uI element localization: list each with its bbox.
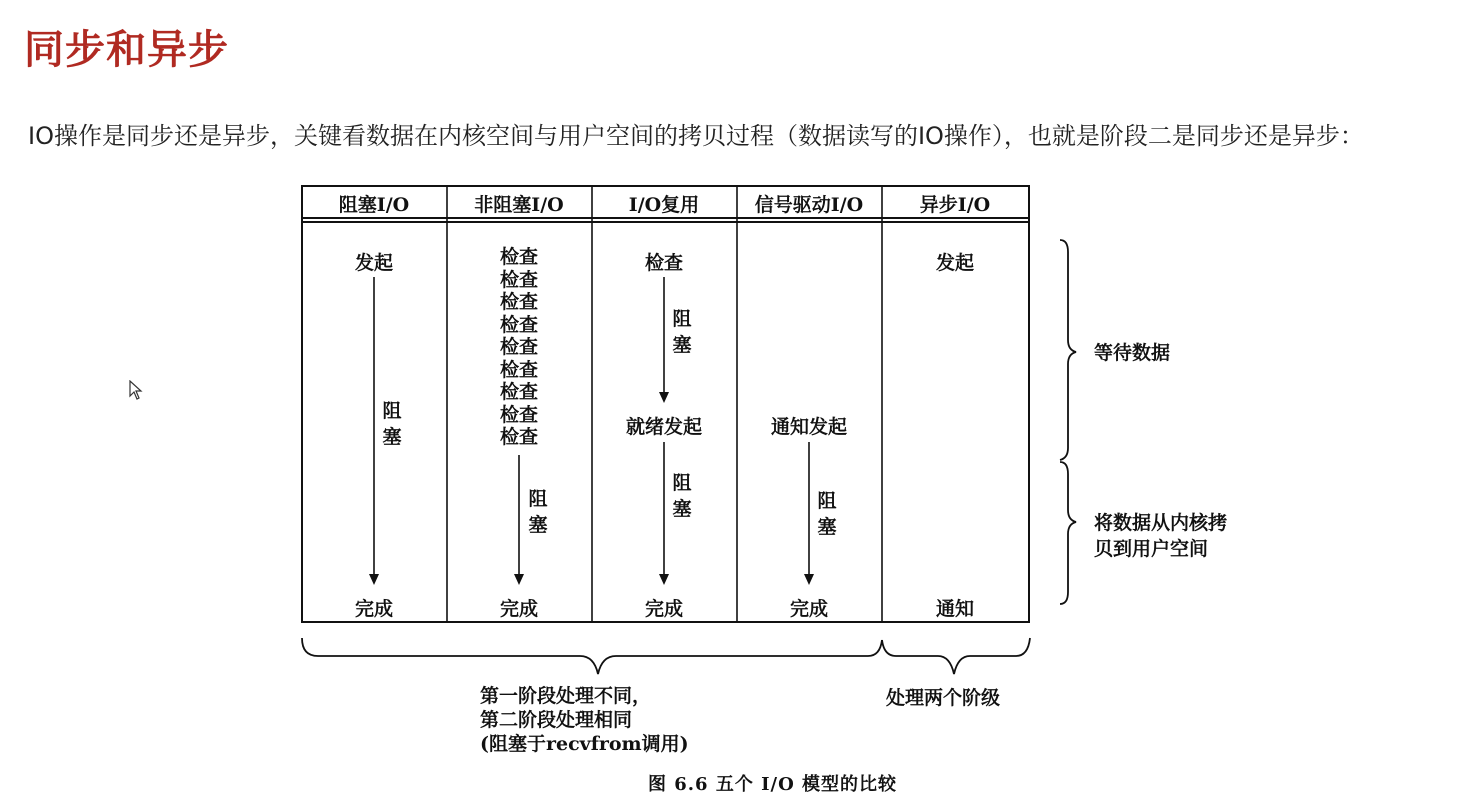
wait-data-label: 等待数据 <box>1094 342 1171 364</box>
nonblocking-checks <box>500 246 538 449</box>
check-item: 检查 <box>499 426 539 448</box>
note-two-phases: 处理两个阶级 <box>886 687 1001 709</box>
check-item: 检查 <box>499 336 539 358</box>
multiplex-done-label: 完成 <box>644 598 684 620</box>
note-phase1-different: 第一阶段处理不同， <box>480 685 652 707</box>
header-io-multiplexing: I/O复用 <box>628 194 700 216</box>
check-item: 检查 <box>499 291 539 313</box>
header-async-io: 异步I/O <box>919 194 991 216</box>
figure-caption: 图 6.6 五个 I/O 模型的比较 <box>648 774 898 795</box>
io-model-figure <box>290 180 1290 795</box>
async-notify-label: 通知 <box>935 598 975 620</box>
signal-notify-label: 通知发起 <box>770 416 848 438</box>
check-item: 检查 <box>499 246 539 268</box>
async-start-label: 发起 <box>935 252 975 274</box>
figure-lines <box>290 180 1290 795</box>
check-item: 检查 <box>499 268 539 291</box>
nonblocking-block-label: 阻塞 <box>528 488 548 536</box>
multiplex-block1-label: 阻塞 <box>672 308 692 356</box>
signal-done-label: 完成 <box>789 598 829 620</box>
note-recvfrom: (阻塞于recvfrom调用) <box>480 733 689 755</box>
check-item: 检查 <box>499 358 539 381</box>
copy-data-label: 将数据从内核拷贝到用户空间 <box>1094 512 1228 560</box>
signal-block-label: 阻塞 <box>817 490 837 538</box>
check-item: 检查 <box>499 313 539 336</box>
page-title: 同步和异步 <box>24 27 229 73</box>
blocking-done-label: 完成 <box>354 598 394 620</box>
mouse-cursor-icon <box>128 380 144 402</box>
nonblocking-done-label: 完成 <box>499 598 539 620</box>
blocking-start-label: 发起 <box>354 252 394 274</box>
multiplex-block2-label: 阻塞 <box>672 472 692 520</box>
check-item: 检查 <box>499 403 539 426</box>
note-phase2-same: 第二阶段处理相同 <box>480 709 633 731</box>
header-blocking-io: 阻塞I/O <box>338 194 410 216</box>
check-item: 检查 <box>499 381 539 403</box>
multiplex-check-label: 检查 <box>644 252 684 274</box>
header-signal-driven-io: 信号驱动I/O <box>754 194 864 216</box>
blocking-block-label: 阻塞 <box>382 400 402 448</box>
multiplex-ready-label: 就绪发起 <box>625 416 703 438</box>
header-nonblocking-io: 非阻塞I/O <box>474 194 564 216</box>
intro-paragraph: IO操作是同步还是异步，关键看数据在内核空间与用户空间的拷贝过程（数据读写的IO操作），也就是阶段二是同步还是异步： <box>28 122 1364 150</box>
